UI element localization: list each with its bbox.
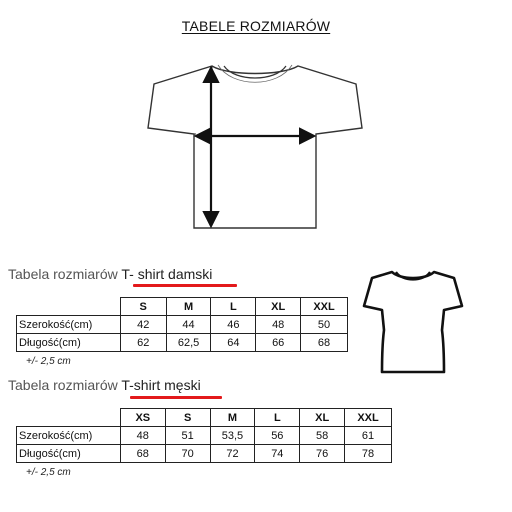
size-header: M: [166, 298, 211, 316]
table-cell: 50: [301, 316, 348, 334]
men-tolerance-note: +/- 2,5 cm: [26, 467, 71, 478]
table-cell: 72: [210, 445, 255, 463]
table-cell: 48: [120, 427, 165, 445]
table-cell: 44: [166, 316, 211, 334]
row-label: Szerokość(cm): [17, 427, 121, 445]
men-size-table: [16, 408, 392, 463]
table-cell: 66: [256, 334, 301, 352]
men-heading: Tabela rozmiarów T-shirt męski: [8, 377, 201, 393]
size-header: XS: [120, 409, 165, 427]
row-label: Szerokość(cm): [17, 316, 121, 334]
table-cell: 46: [211, 316, 256, 334]
table-cell: 61: [345, 427, 392, 445]
page-title: TABELE ROZMIARÓW: [181, 18, 331, 34]
womens-tshirt-icon: [358, 266, 468, 378]
size-header: S: [165, 409, 210, 427]
table-cell: 51: [165, 427, 210, 445]
table-row: [17, 427, 392, 445]
size-header: M: [210, 409, 255, 427]
women-heading: Tabela rozmiarów T- shirt damski: [8, 266, 213, 282]
table-header-row: [17, 298, 348, 316]
table-cell: 62: [120, 334, 166, 352]
size-header: S: [120, 298, 166, 316]
table-cell: 62,5: [166, 334, 211, 352]
table-cell: 64: [211, 334, 256, 352]
table-cell: 48: [256, 316, 301, 334]
women-tolerance-note: +/- 2,5 cm: [26, 356, 71, 367]
size-header: L: [255, 409, 300, 427]
table-row: [17, 445, 392, 463]
row-label: Długość(cm): [17, 445, 121, 463]
table-cell: 58: [300, 427, 345, 445]
table-cell: 70: [165, 445, 210, 463]
tshirt-measurement-icon: [140, 48, 370, 238]
size-header: XXL: [301, 298, 348, 316]
table-row: [17, 316, 348, 334]
table-cell: 68: [301, 334, 348, 352]
size-header: L: [211, 298, 256, 316]
table-cell: 76: [300, 445, 345, 463]
women-size-table: [16, 297, 348, 352]
table-cell: 42: [120, 316, 166, 334]
table-header-row: [17, 409, 392, 427]
women-heading-underline: [133, 284, 237, 287]
table-cell: 56: [255, 427, 300, 445]
size-header: XL: [300, 409, 345, 427]
size-header: XL: [256, 298, 301, 316]
size-header: XXL: [345, 409, 392, 427]
row-label: Długość(cm): [17, 334, 121, 352]
table-cell: 78: [345, 445, 392, 463]
table-cell: 68: [120, 445, 165, 463]
table-cell: 74: [255, 445, 300, 463]
table-row: [17, 334, 348, 352]
table-cell: 53,5: [210, 427, 255, 445]
men-heading-underline: [130, 396, 222, 399]
